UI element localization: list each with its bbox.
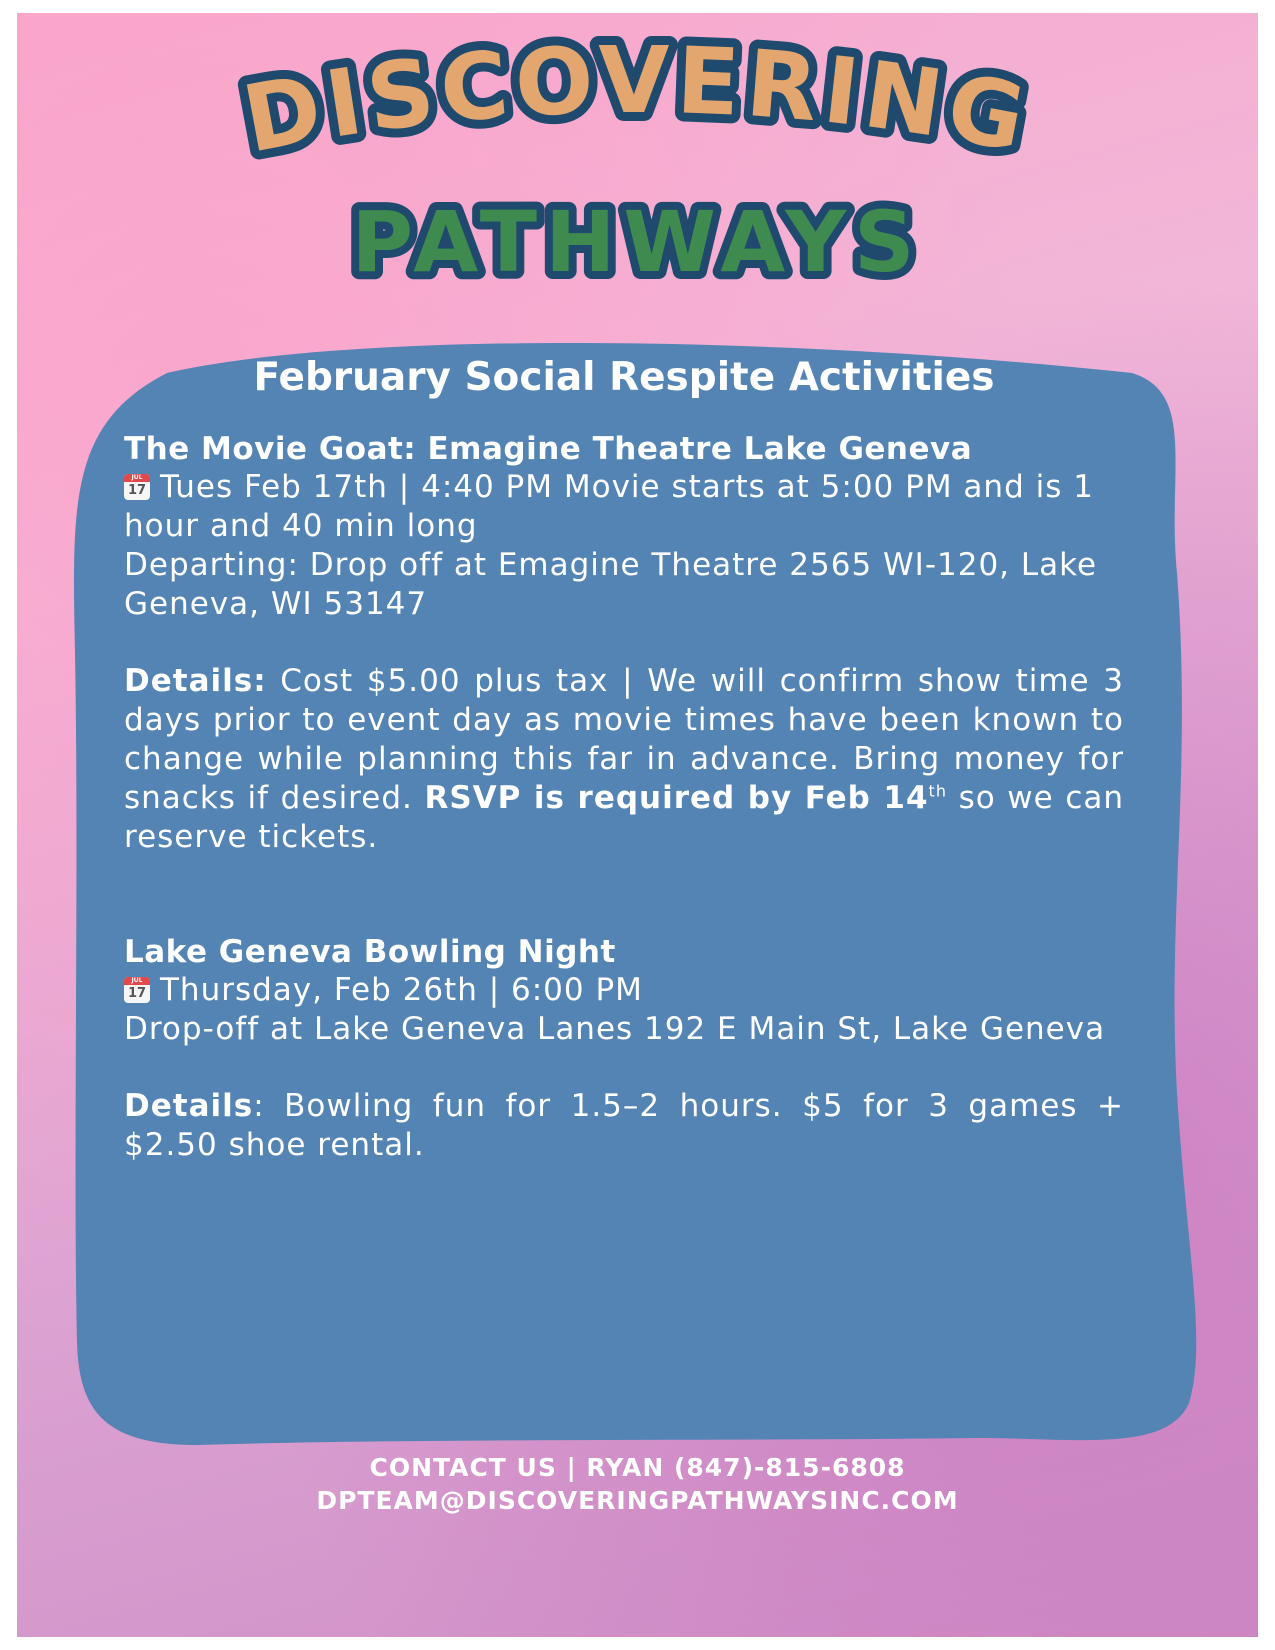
calendar-icon: JUL 17 (124, 474, 150, 500)
event-date-time: Thursday, Feb 26th | 6:00 PM (160, 972, 643, 1008)
event-location: Departing: Drop off at Emagine Theatre 2565 WI-120, Lake Geneva, WI 53147 (124, 547, 1098, 622)
page-heading: February Social Respite Activities (253, 355, 995, 400)
event-bowling (124, 933, 1124, 1165)
details-label: Details (124, 1088, 254, 1124)
event-date-line (124, 971, 1124, 1010)
rsvp-suffix: th (928, 781, 947, 801)
details-text: : Bowling fun for 1.5–2 hours. $5 for 3 games + $2.50 shoe rental. (124, 1088, 1124, 1163)
details-text: Cost $5.00 plus tax | We will confirm show time 3 days prior to event day as movie times have been known to change while planning this far in advance. Bring money for snacks if desired. (124, 663, 1124, 816)
event-location: Drop-off at Lake Geneva Lanes 192 E Main St, Lake Geneva (124, 1011, 1106, 1047)
footer-contact (17, 1451, 1258, 1517)
flyer-page (17, 13, 1258, 1637)
email-line: DPTEAM@DISCOVERINGPATHWAYSINC.COM (316, 1486, 959, 1515)
event-details (124, 662, 1124, 857)
details-label: Details: (124, 663, 267, 699)
event-title: The Movie Goat: Emagine Theatre Lake Geneva (124, 431, 973, 467)
event-content (124, 355, 1124, 1165)
event-details (124, 1087, 1124, 1165)
details-end: so we can reserve tickets. (124, 780, 1125, 855)
contact-line: CONTACT US | RYAN (847)-815-6808 (369, 1453, 906, 1482)
event-date-time: Tues Feb 17th | 4:40 PM Movie starts at 5:00 PM and is 1 hour and 40 min long (124, 469, 1094, 544)
event-movie (124, 430, 1124, 857)
calendar-icon: JUL 17 (124, 977, 150, 1003)
title-discovering: DISCOVERING (235, 26, 1039, 174)
event-title: Lake Geneva Bowling Night (124, 934, 616, 970)
rsvp-text: RSVP is required by Feb 14 (424, 780, 929, 816)
event-date-line (124, 468, 1124, 546)
title-pathways: PATHWAYS (351, 193, 923, 291)
